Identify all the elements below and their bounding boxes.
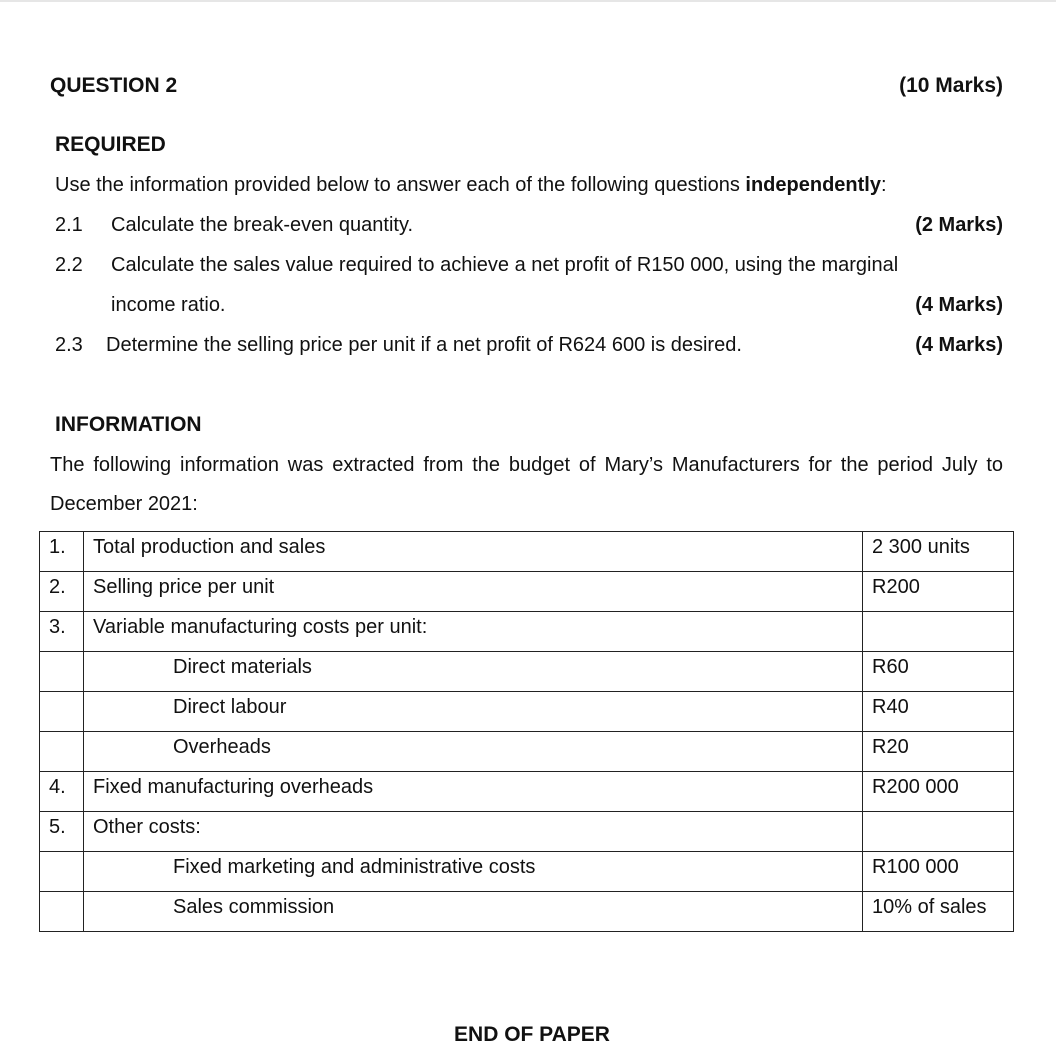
information-intro-line2: December 2021: xyxy=(50,493,198,515)
required-intro xyxy=(55,174,887,197)
item-2-1-marks: (2 Marks) xyxy=(915,214,1003,236)
top-divider xyxy=(0,0,1056,2)
row-value: R200 000 xyxy=(863,772,1014,812)
row-value: R200 xyxy=(863,572,1014,612)
item-2-2-text-line2: income ratio. xyxy=(111,294,226,316)
table-row xyxy=(40,892,1014,932)
information-intro-line1: The following information was extracted from the budget of Mary’s Manufacturers for the period July to xyxy=(50,454,1003,476)
required-intro-bold: independently xyxy=(745,174,881,196)
question-title: QUESTION 2 xyxy=(50,74,178,97)
table-row xyxy=(40,572,1014,612)
table-row xyxy=(40,772,1014,812)
row-label: Direct materials xyxy=(84,652,863,692)
row-number: 2. xyxy=(40,572,84,612)
row-label: Total production and sales xyxy=(84,532,863,572)
row-label: Direct labour xyxy=(84,692,863,732)
row-number xyxy=(40,732,84,772)
row-number xyxy=(40,892,84,932)
row-value: R60 xyxy=(863,652,1014,692)
row-value xyxy=(863,812,1014,852)
required-intro-prefix: Use the information provided below to answer each of the following questions xyxy=(55,174,746,196)
required-intro-suffix: : xyxy=(880,174,887,196)
row-value: R20 xyxy=(863,732,1014,772)
item-2-3-marks: (4 Marks) xyxy=(915,334,1003,356)
table-row xyxy=(40,732,1014,772)
row-value: 2 300 units xyxy=(863,532,1014,572)
required-heading: REQUIRED xyxy=(55,133,166,156)
row-number xyxy=(40,852,84,892)
item-2-2-number: 2.2 xyxy=(55,254,83,276)
row-number xyxy=(40,692,84,732)
row-label: Overheads xyxy=(84,732,863,772)
item-2-3-text: Determine the selling price per unit if a net profit of R624 600 is desired. xyxy=(106,334,742,356)
row-number xyxy=(40,652,84,692)
row-value: 10% of sales xyxy=(863,892,1014,932)
item-2-3-number: 2.3 xyxy=(55,334,83,356)
item-2-1-text: Calculate the break-even quantity. xyxy=(111,214,414,236)
information-heading: INFORMATION xyxy=(55,413,202,436)
row-label: Variable manufacturing costs per unit: xyxy=(84,612,863,652)
row-number: 3. xyxy=(40,612,84,652)
information-table xyxy=(39,531,1014,932)
question-marks: (10 Marks) xyxy=(899,74,1003,97)
row-label: Fixed marketing and administrative costs xyxy=(84,852,863,892)
row-number: 4. xyxy=(40,772,84,812)
item-2-2-marks: (4 Marks) xyxy=(915,294,1003,316)
row-label: Sales commission xyxy=(84,892,863,932)
item-2-1-number: 2.1 xyxy=(55,214,83,236)
table-row xyxy=(40,812,1014,852)
row-value: R40 xyxy=(863,692,1014,732)
table-row xyxy=(40,612,1014,652)
end-of-paper: END OF PAPER xyxy=(454,1023,610,1046)
row-label: Other costs: xyxy=(84,812,863,852)
row-label: Fixed manufacturing overheads xyxy=(84,772,863,812)
table-row xyxy=(40,532,1014,572)
row-number: 5. xyxy=(40,812,84,852)
row-label: Selling price per unit xyxy=(84,572,863,612)
row-value: R100 000 xyxy=(863,852,1014,892)
row-value xyxy=(863,612,1014,652)
table-row xyxy=(40,652,1014,692)
item-2-2-text-line1: Calculate the sales value required to achieve a net profit of R150 000, using the marginal xyxy=(111,254,899,276)
table-row xyxy=(40,852,1014,892)
row-number: 1. xyxy=(40,532,84,572)
table-row xyxy=(40,692,1014,732)
